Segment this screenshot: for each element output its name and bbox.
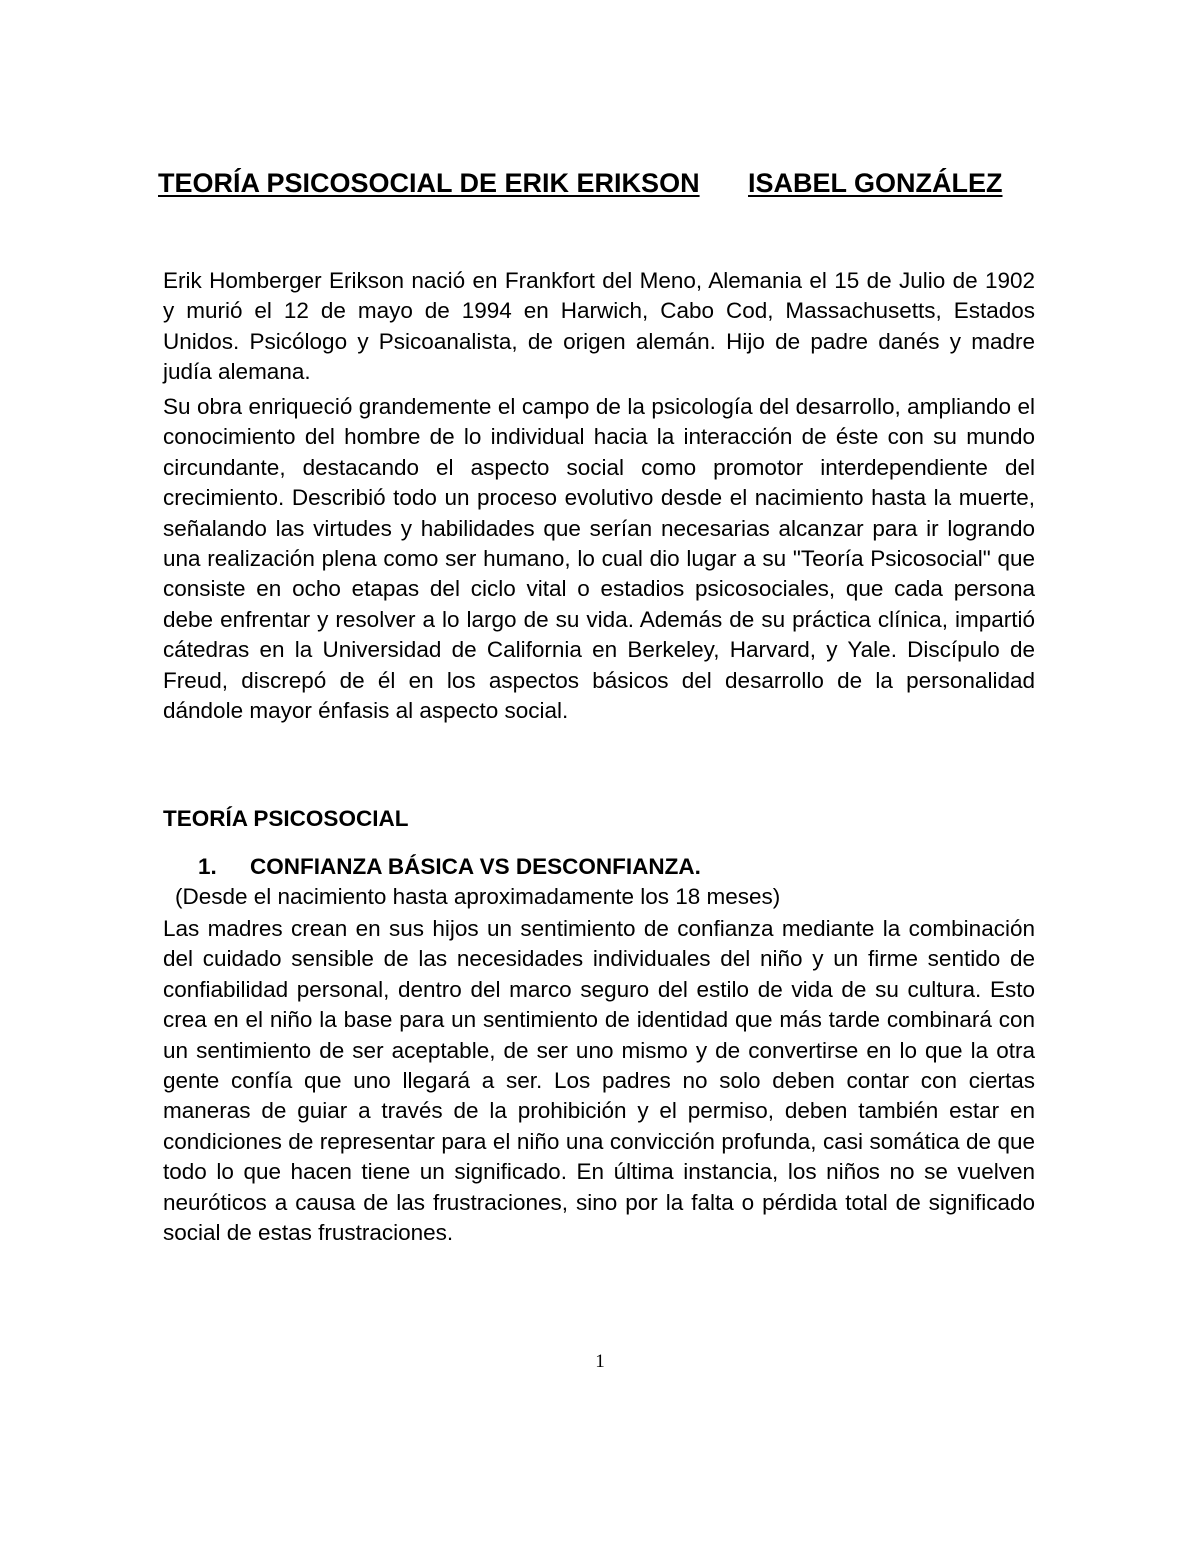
stage-1-age-range: (Desde el nacimiento hasta aproximadamente los 18 meses) — [175, 884, 781, 909]
stage-1-number: 1. — [198, 854, 217, 879]
section-title: TEORÍA PSICOSOCIAL — [163, 806, 409, 831]
page-number: 1 — [595, 1351, 605, 1372]
intro-paragraph-work: Su obra enriqueció grandemente el campo de la psicología del desarrollo, ampliando el conocimiento del hombre de lo individual hacia la interacción de éste con su mundo circundante, destacando el aspecto social como promotor interdependiente del crecimiento. Describió todo un proceso evolutivo desde el nacimiento hasta la muerte, señalando las virtudes y habilidades que serían necesarias alcanzar para ir logrando una realización plena como ser humano, lo cual dio lugar a su "Teoría Psicosocial" que consiste en ocho etapas del ciclo vital o estadios psicosociales, que cada persona debe enfrentar y resolver a lo largo de su vida. Además de su práctica clínica, impartió cátedras en la Universidad de California en Berkeley, Harvard, y Yale. Discípulo de Freud, discrepó de él en los aspectos básicos del desarrollo de la personalidad dándole mayor énfasis al aspecto social. — [163, 394, 1035, 724]
document-title: TEORÍA PSICOSOCIAL DE ERIK ERIKSON — [158, 168, 700, 198]
document-header — [158, 166, 1058, 200]
stage-1-title: CONFIANZA BÁSICA VS DESCONFIANZA. — [250, 854, 701, 879]
document-author: ISABEL GONZÁLEZ — [748, 168, 1003, 198]
stage-1-paragraph: Las madres crean en sus hijos un sentimiento de confianza mediante la combinación del cuidado sensible de las necesidades individuales del niño y un firme sentido de confiabilidad personal, dentro del marco seguro del estilo de vida de su cultura. Esto crea en el niño la base para un sentimiento de identidad que más tarde combinará con un sentimiento de ser aceptable, de ser uno mismo y de convertirse en lo que la otra gente confía que uno llegará a ser. Los padres no solo deben contar con ciertas maneras de guiar a través de la prohibición y el permiso, deben también estar en condiciones de representar para el niño una convicción profunda, casi somática de que todo lo que hacen tiene un significado. En última instancia, los niños no se vuelven neuróticos a causa de las frustraciones, sino por la falta o pérdida total de significado social de estas frustraciones. — [163, 916, 1035, 1246]
intro-paragraph-biography: Erik Homberger Erikson nació en Frankfort del Meno, Alemania el 15 de Julio de 1902 y murió el 12 de mayo de 1994 en Harwich, Cabo Cod, Massachusetts, Estados Unidos. Psicólogo y Psicoanalista, de origen alemán. Hijo de padre danés y madre judía alemana. — [163, 268, 1035, 385]
stage-1-heading — [198, 852, 701, 882]
